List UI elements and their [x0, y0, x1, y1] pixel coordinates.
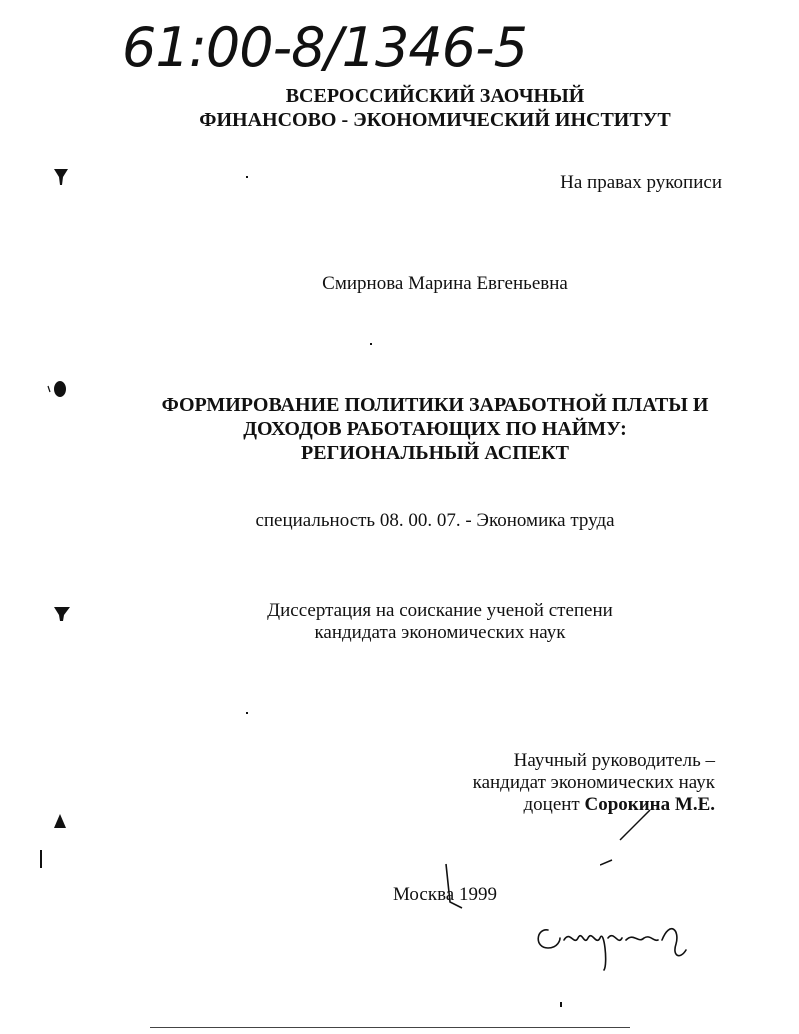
scan-speck	[560, 1002, 562, 1007]
title-line-1: ФОРМИРОВАНИЕ ПОЛИТИКИ ЗАРАБОТНОЙ ПЛАТЫ И	[161, 394, 709, 416]
hole-punch-mark	[52, 812, 68, 830]
degree-line-2: кандидата экономических наук	[314, 622, 566, 643]
scan-speck	[370, 343, 372, 345]
supervisor-rank: доцент	[523, 794, 580, 815]
supervisor-line-1: Научный руководитель –	[513, 750, 715, 771]
city-year: Москва 1999	[393, 884, 497, 905]
institute-line-2: ФИНАНСОВО - ЭКОНОМИЧЕСКИЙ ИНСТИТУТ	[199, 109, 671, 131]
title-line-3: РЕГИОНАЛЬНЫЙ АСПЕКТ	[301, 442, 569, 464]
archive-code-text: 61:00-8/1346-5	[122, 16, 527, 79]
title-line-2: ДОХОДОВ РАБОТАЮЩИХ ПО НАЙМУ:	[243, 418, 627, 440]
manuscript-note: На правах рукописи	[560, 172, 722, 193]
scan-speck	[246, 176, 248, 178]
degree-statement	[200, 600, 680, 644]
hole-punch-mark	[52, 601, 72, 623]
author-signature	[530, 910, 700, 972]
specialty-line: специальность 08. 00. 07. - Экономика труда	[255, 510, 615, 531]
dissertation-title	[120, 393, 750, 465]
hole-punch-mark	[46, 378, 70, 400]
scan-speck	[246, 712, 248, 714]
pen-stroke-mark	[600, 800, 680, 870]
supervisor-line-2: кандидат экономических наук	[472, 772, 715, 793]
degree-line-1: Диссертация на соискание ученой степени	[267, 600, 613, 621]
pen-slash-mark	[440, 862, 470, 912]
author-name: Смирнова Марина Евгеньевна	[322, 273, 568, 294]
hole-punch-mark	[52, 165, 70, 187]
supervisor-name: Сорокина М.Е.	[584, 794, 715, 815]
handwritten-archive-code	[118, 6, 538, 84]
institute-name	[120, 84, 750, 132]
bottom-scan-line	[150, 1027, 630, 1028]
institute-line-1: ВСЕРОССИЙСКИЙ ЗАОЧНЫЙ	[285, 85, 585, 107]
scan-speck	[40, 850, 42, 868]
